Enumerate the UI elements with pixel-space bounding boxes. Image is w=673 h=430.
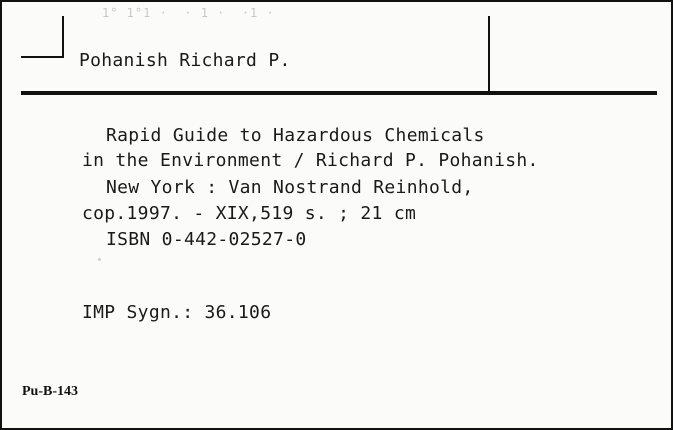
imprint-line: cop.1997. - XIX,519 s. ; 21 cm (82, 203, 417, 224)
faint-reference-text: 1° 1°1 · · 1 · ·1 · (102, 6, 275, 20)
library-stamp: Pu-B-143 (22, 384, 78, 399)
shelf-signature: IMP Sygn.: 36.106 (82, 302, 272, 323)
title-line-1: Rapid Guide to Hazardous Chemicals (106, 125, 485, 146)
isbn-line: ISBN 0-442-02527-0 (106, 229, 307, 250)
publisher-line: New York : Van Nostrand Reinhold, (106, 177, 474, 198)
left-bracket-horizontal (21, 56, 64, 58)
title-line-2: in the Environment / Richard P. Pohanish. (82, 150, 539, 171)
heading-rule (21, 91, 657, 95)
right-vertical-rule (488, 16, 490, 92)
paper-speck (98, 258, 101, 261)
card-heading: Pohanish Richard P. (79, 50, 291, 71)
left-bracket-vertical (62, 16, 64, 58)
